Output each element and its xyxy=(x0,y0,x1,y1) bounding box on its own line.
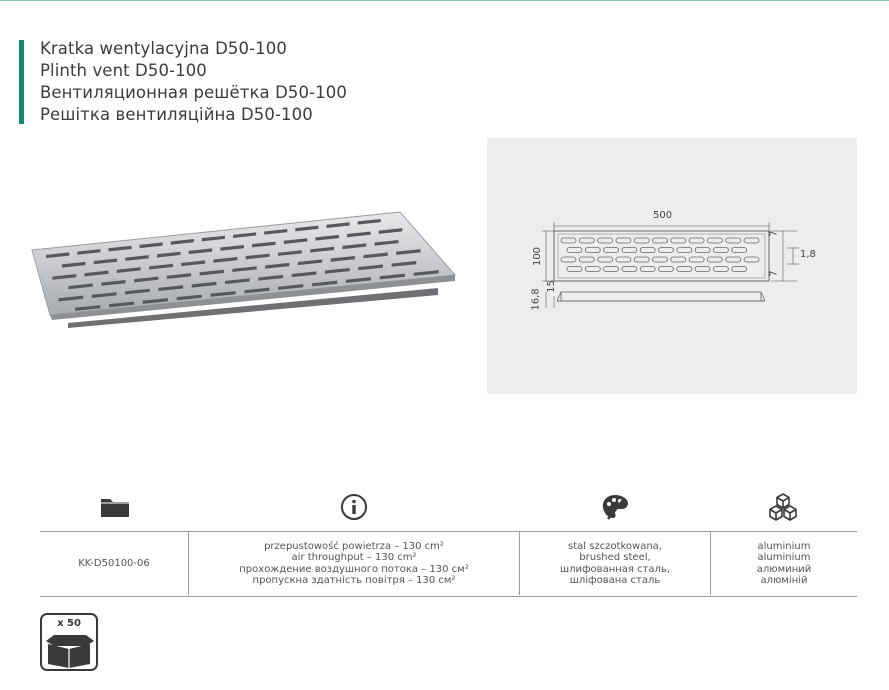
drawing-slot xyxy=(585,248,600,253)
drawing-slot xyxy=(659,248,674,253)
code-cell xyxy=(40,532,188,595)
title-accent-bar xyxy=(19,40,24,124)
info-icon xyxy=(340,493,368,521)
drawing-slot xyxy=(695,267,710,272)
finish-cell xyxy=(520,532,710,595)
drawing-slot xyxy=(622,267,637,272)
drawing-slot xyxy=(598,257,613,262)
drawing-slot xyxy=(561,238,576,243)
material-pl: aluminium xyxy=(757,540,811,552)
drawing-slot xyxy=(713,248,728,253)
drawing-slot xyxy=(671,238,686,243)
drawing-slot xyxy=(677,248,692,253)
finish-column-header xyxy=(590,490,640,524)
airflow-pl: przepustowość powietrza – 130 cm² xyxy=(264,540,444,552)
palette-icon xyxy=(600,493,630,521)
spec-table xyxy=(40,531,857,597)
drawing-slot xyxy=(567,267,582,272)
drawing-slot xyxy=(671,257,686,262)
dim-bottom: 7 xyxy=(768,270,780,277)
dim-slot: 1,8 xyxy=(800,249,816,260)
title-ru: Вентиляционная решётка D50-100 xyxy=(40,83,347,102)
material-column-header xyxy=(758,490,808,524)
material-cell xyxy=(711,532,857,595)
dim-depth: 16,8 xyxy=(530,288,542,311)
drawing-slot xyxy=(732,248,747,253)
dim-flange: 15 xyxy=(545,280,557,293)
material-en: aluminium xyxy=(757,552,811,563)
drawing-slot xyxy=(604,248,619,253)
drawing-slot xyxy=(744,238,759,243)
drawing-slot xyxy=(598,238,613,243)
drawing-slot xyxy=(640,248,655,253)
title-pl: Kratka wentylacyjna D50-100 xyxy=(40,39,287,58)
product-photo xyxy=(30,205,470,335)
folder-icon xyxy=(100,496,130,518)
package-quantity: x 50 xyxy=(57,618,81,629)
drawing-slot xyxy=(616,257,631,262)
dim-height: 100 xyxy=(532,246,544,267)
finish-pl: stal szczotkowana, xyxy=(568,540,662,552)
finish-en: brushed steel, xyxy=(579,552,651,563)
product-titles xyxy=(40,38,347,126)
drawing-slot xyxy=(677,267,692,272)
drawing-slot xyxy=(604,267,619,272)
drawing-slot xyxy=(653,257,668,262)
airflow-ru: прохождение воздушного потока – 130 см² xyxy=(239,563,469,575)
material-ru: алюминий xyxy=(756,563,812,575)
drawing-slot xyxy=(726,238,741,243)
airflow-uk: пропускна здатність повітря – 130 см² xyxy=(252,575,456,586)
drawing-slot xyxy=(622,248,637,253)
airflow-cell xyxy=(189,532,519,595)
cubes-icon xyxy=(767,492,799,522)
drawing-slot xyxy=(579,238,594,243)
drawing-slot xyxy=(634,238,649,243)
drawing-slot xyxy=(585,267,600,272)
finish-uk: шліфована сталь xyxy=(569,575,661,586)
drawing-slot xyxy=(689,238,704,243)
drawing-slot xyxy=(726,257,741,262)
drawing-slot xyxy=(561,257,576,262)
dim-length: 500 xyxy=(653,210,673,221)
drawing-slot xyxy=(707,238,722,243)
dim-top: 7 xyxy=(768,230,780,237)
drawing-slot xyxy=(659,267,674,272)
title-uk: Решітка вентиляційна D50-100 xyxy=(40,105,313,124)
technical-drawing xyxy=(487,138,857,394)
drawing-slot xyxy=(707,257,722,262)
airflow-en: air throughput – 130 cm² xyxy=(291,552,417,563)
code-column-header xyxy=(90,490,140,524)
drawing-slot xyxy=(732,267,747,272)
drawing-slot xyxy=(713,267,728,272)
drawing-slot xyxy=(653,238,668,243)
drawing-slot xyxy=(634,257,649,262)
drawing-slot xyxy=(579,257,594,262)
top-rule xyxy=(0,0,889,1)
drawing-slot xyxy=(689,257,704,262)
product-code: KK-D50100-06 xyxy=(78,557,150,569)
finish-ru: шлифованная сталь, xyxy=(559,563,671,575)
packaging-box-icon xyxy=(40,613,98,671)
drawing-slot xyxy=(616,238,631,243)
drawing-slot xyxy=(744,257,759,262)
drawing-slot xyxy=(567,248,582,253)
material-uk: алюміній xyxy=(760,575,808,586)
drawing-slot xyxy=(640,267,655,272)
drawing-slot xyxy=(695,248,710,253)
title-en: Plinth vent D50-100 xyxy=(40,61,207,80)
info-column-header xyxy=(329,490,379,524)
